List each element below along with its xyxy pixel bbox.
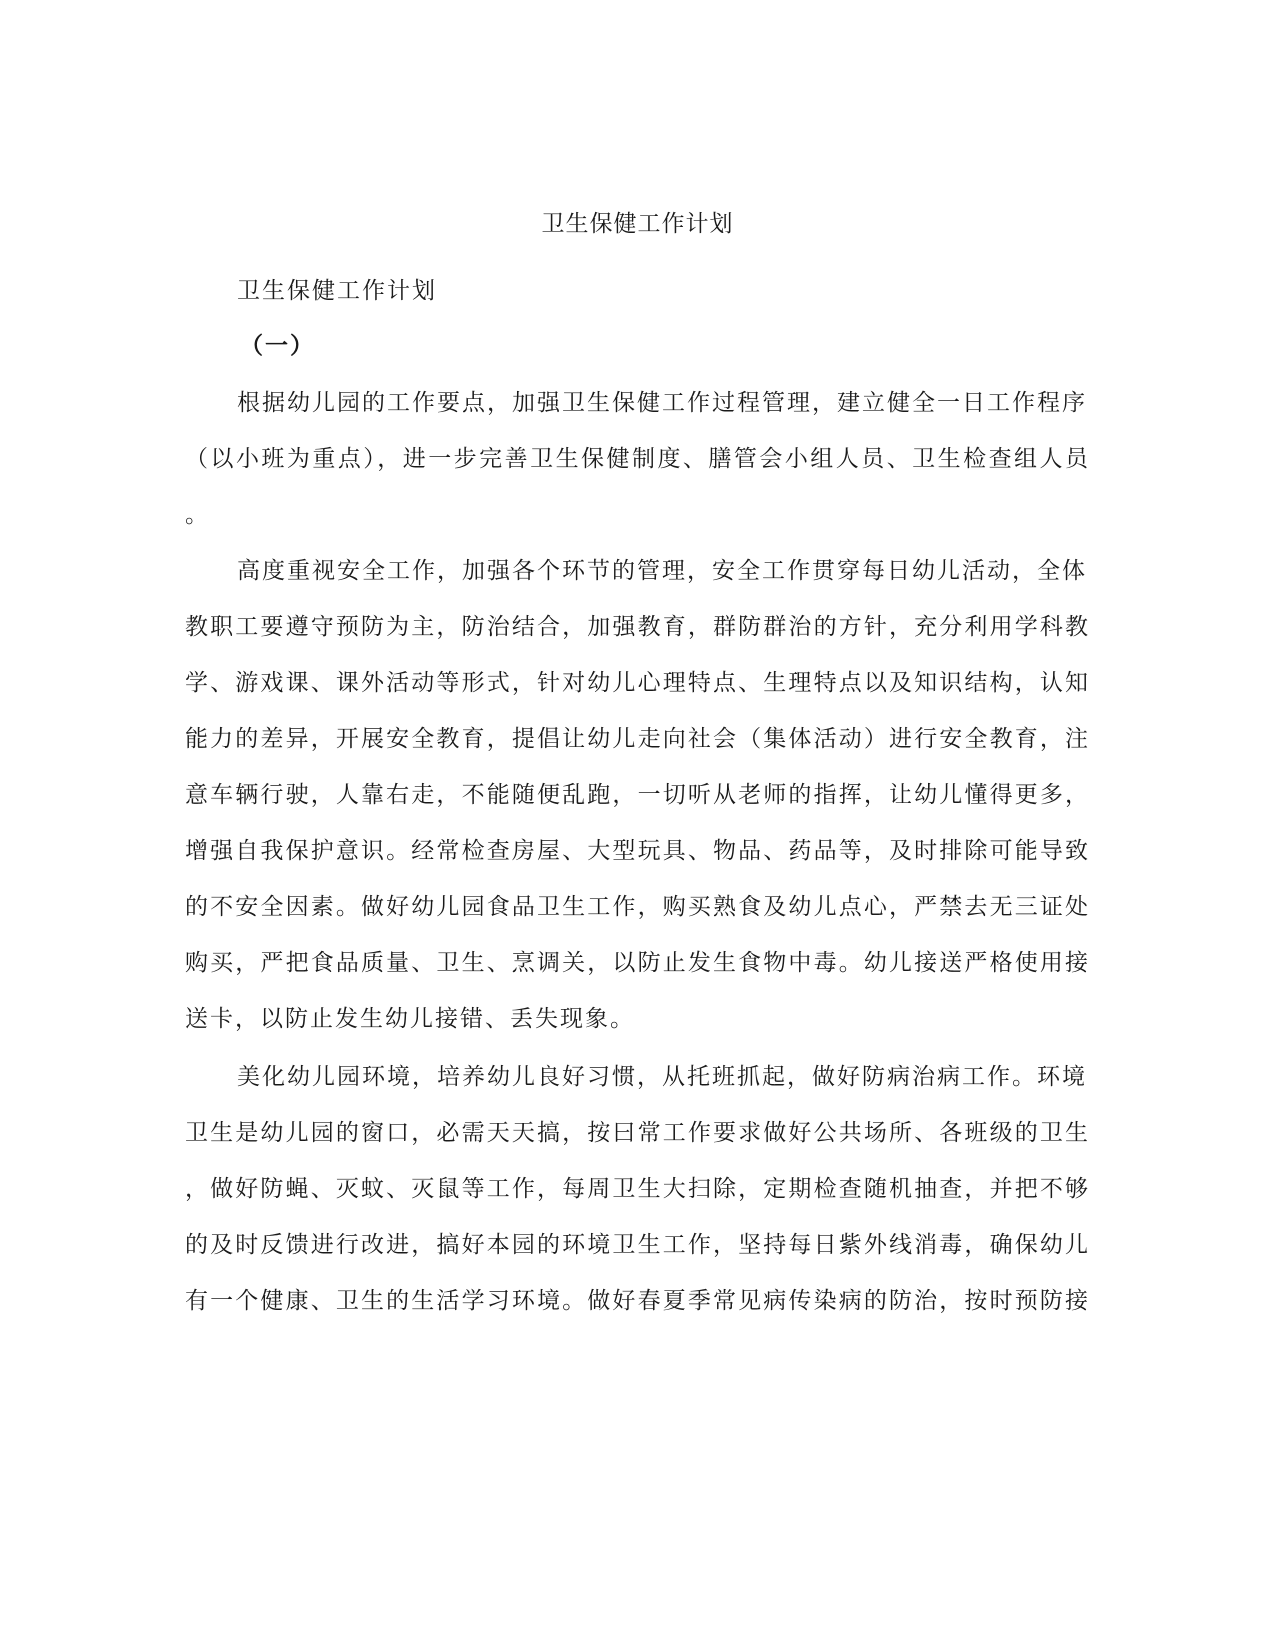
section-marker: （一） [240, 332, 315, 359]
paragraph-1-line-3: 。 [185, 502, 210, 528]
paragraph-2-line-4: 能力的差异，开展安全教育，提倡让幼儿走向社会（集体活动）进行安全教育，注 [185, 726, 1090, 752]
paragraph-3-line-3: ，做好防蝇、灭蚊、灭鼠等工作，每周卫生大扫除，定期检查随机抽查，并把不够 [185, 1176, 1090, 1202]
paragraph-3-line-5: 有一个健康、卫生的生活学习环境。做好春夏季常见病传染病的防治，按时预防接 [185, 1288, 1090, 1314]
paragraph-2-line-5: 意车辆行驶，人靠右走，不能随便乱跑，一切听从老师的指挥，让幼儿懂得更多， [185, 782, 1090, 808]
paragraph-3-line-4: 的及时反馈进行改进，搞好本园的环境卫生工作，坚持每日紫外线消毒，确保幼儿 [185, 1232, 1090, 1258]
paragraph-2-line-8: 购买，严把食品质量、卫生、烹调关，以防止发生食物中毒。幼儿接送严格使用接 [185, 950, 1090, 976]
paragraph-2-line-6: 增强自我保护意识。经常检查房屋、大型玩具、物品、药品等，及时排除可能导致 [185, 838, 1090, 864]
paragraph-2-line-9: 送卡，以防止发生幼儿接错、丢失现象。 [185, 1006, 635, 1032]
paragraph-1-line-2: （以小班为重点），进一步完善卫生保健制度、膳管会小组人员、卫生检查组人员 [185, 446, 1090, 472]
paragraph-3-line-1: 美化幼儿园环境，培养幼儿良好习惯，从托班抓起，做好防病治病工作。环境 [237, 1064, 1087, 1090]
paragraph-2-line-1: 高度重视安全工作，加强各个环节的管理，安全工作贯穿每日幼儿活动，全体 [237, 558, 1087, 584]
document-title: 卫生保健工作计划 [541, 211, 734, 237]
paragraph-1-line-1: 根据幼儿园的工作要点，加强卫生保健工作过程管理，建立健全一日工作程序 [237, 390, 1087, 416]
paragraph-3-line-2: 卫生是幼儿园的窗口，必需天天搞，按曰常工作要求做好公共场所、各班级的卫生 [185, 1120, 1090, 1146]
paragraph-2-line-7: 的不安全因素。做好幼儿园食品卫生工作，购买熟食及幼儿点心，严禁去无三证处 [185, 894, 1090, 920]
section-heading: 卫生保健工作计划 [237, 278, 437, 304]
paragraph-2-line-3: 学、游戏课、课外活动等形式，针对幼儿心理特点、生理特点以及知识结构，认知 [185, 670, 1090, 696]
paragraph-2-line-2: 教职工要遵守预防为主，防治结合，加强教育，群防群治的方针，充分利用学科教 [185, 614, 1090, 640]
